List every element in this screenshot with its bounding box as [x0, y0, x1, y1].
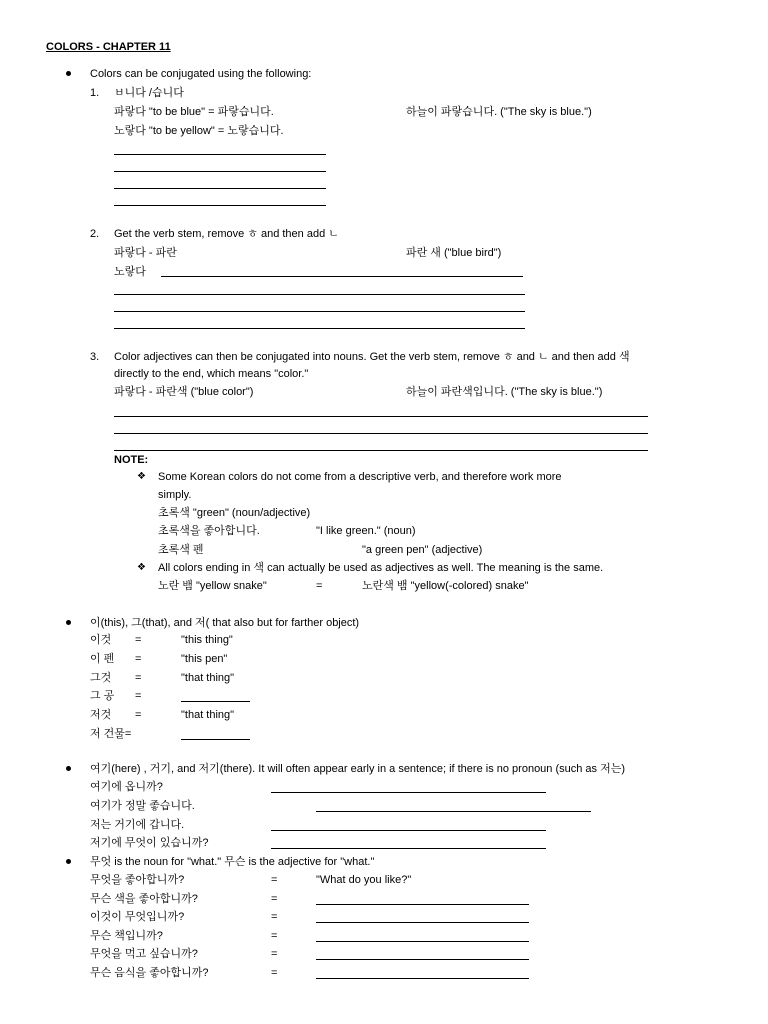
note-example2-english: "I like green." (noun) [316, 525, 416, 537]
item2-number: 2. [90, 228, 100, 240]
demonstrative-meaning: "that thing" [181, 709, 235, 721]
answer-blank[interactable] [181, 701, 250, 702]
answer-blank[interactable] [316, 941, 529, 942]
item3-example1: 파랗다 - 파란색 ("blue color") [114, 386, 254, 398]
answer-blank[interactable] [316, 922, 529, 923]
demonstrative-meaning: "that thing" [181, 672, 235, 684]
section4-intro: 무엇 is the noun for "what." 무슨 is the adjective for "what." [90, 856, 375, 868]
demonstrative-term: 저 건물= [90, 728, 132, 740]
question-translation: "What do you like?" [316, 874, 412, 886]
diamond-bullet-icon: ❖ [137, 471, 146, 482]
equals-sign: = [271, 874, 278, 886]
bullet-icon [66, 859, 71, 864]
item3-rule-line1: Color adjectives can then be conjugated into nouns. Get the verb stem, remove ㅎ and ㄴ and then add 색 [114, 351, 630, 363]
place-sentence: 저는 거기에 갑니다. [90, 819, 185, 831]
item3-number: 3. [90, 351, 100, 363]
equals-sign: = [271, 967, 278, 979]
bullet-icon [66, 766, 71, 771]
equals-sign: = [271, 893, 278, 905]
section3-intro: 여기(here) , 거기, and 저기(there). It will often appear early in a sentence; if there is no pronoun (such as 저는) [90, 763, 626, 775]
note-example4-left: 노란 뱀 "yellow snake" [158, 580, 267, 592]
answer-blank[interactable] [114, 328, 525, 329]
equals-sign: = [271, 911, 278, 923]
demonstrative-term: 그 공 [90, 690, 115, 702]
place-sentence: 여기에 옵니까? [90, 781, 163, 793]
answer-blank[interactable] [114, 416, 648, 417]
note-example1: 초록색 "green" (noun/adjective) [158, 507, 311, 519]
item3-rule-line2: directly to the end, which means "color." [114, 368, 309, 380]
place-sentence: 여기가 정말 좋습니다. [90, 800, 195, 812]
question-sentence: 무슨 책입니까? [90, 930, 163, 942]
equals-sign: = [271, 948, 278, 960]
item1-example1-sentence: 하늘이 파랗습니다. ("The sky is blue.") [406, 106, 592, 118]
answer-blank[interactable] [271, 830, 546, 831]
section2-intro: 이(this), 그(that), and 저( that also but for farther object) [90, 617, 360, 629]
equals-sign: = [135, 690, 142, 702]
answer-blank[interactable] [114, 154, 326, 155]
item2-example1: 파랗다 - 파란 [114, 247, 177, 259]
item2-rule: Get the verb stem, remove ㅎ and then add ㄴ [114, 228, 339, 240]
item2-example1-phrase: 파란 새 ("blue bird") [406, 247, 502, 259]
answer-blank[interactable] [114, 205, 326, 206]
question-sentence: 무슨 색을 좋아합니까? [90, 893, 198, 905]
note-example2-korean: 초록색을 좋아합니다. [158, 525, 260, 537]
item1-rule: ㅂ니다 /습니다 [114, 87, 184, 99]
answer-blank[interactable] [271, 848, 546, 849]
note-point1-line2: simply. [158, 489, 192, 501]
note-example4-equals: = [316, 580, 323, 592]
question-sentence: 무슨 음식을 좋아합니까? [90, 967, 209, 979]
note-example3-english: "a green pen" (adjective) [362, 544, 483, 556]
answer-blank[interactable] [114, 450, 648, 451]
demonstrative-term: 이 펜 [90, 653, 115, 665]
item2-example2: 노랗다 [114, 266, 146, 278]
answer-blank[interactable] [316, 811, 591, 812]
answer-blank[interactable] [114, 294, 525, 295]
question-sentence: 이것이 무엇입니까? [90, 911, 185, 923]
answer-blank[interactable] [114, 311, 525, 312]
note-point2: All colors ending in 색 can actually be used as adjectives as well. The meaning is the same. [158, 562, 604, 574]
answer-blank[interactable] [271, 792, 546, 793]
question-sentence: 무엇을 먹고 싶습니까? [90, 948, 198, 960]
note-label: NOTE: [114, 454, 149, 466]
demonstrative-term: 그것 [90, 672, 112, 684]
bullet-icon [66, 71, 71, 76]
demonstrative-term: 이것 [90, 634, 112, 646]
note-point1-line1: Some Korean colors do not come from a descriptive verb, and therefore work more [158, 471, 562, 483]
bullet-icon [66, 620, 71, 625]
page-title: COLORS - CHAPTER 11 [46, 41, 171, 53]
item3-example1-sentence: 하늘이 파란색입니다. ("The sky is blue.") [406, 386, 603, 398]
item1-number: 1. [90, 87, 100, 99]
demonstrative-meaning: "this thing" [181, 634, 233, 646]
answer-blank[interactable] [114, 188, 326, 189]
section1-intro: Colors can be conjugated using the following: [90, 68, 312, 80]
item1-example2: 노랗다 "to be yellow" = 노랗습니다. [114, 125, 284, 137]
answer-blank[interactable] [114, 433, 648, 434]
note-example3-korean: 초록색 펜 [158, 544, 204, 556]
demonstrative-term: 저것 [90, 709, 112, 721]
answer-blank[interactable] [316, 904, 529, 905]
answer-blank[interactable] [316, 959, 529, 960]
answer-blank[interactable] [114, 171, 326, 172]
answer-blank[interactable] [181, 739, 250, 740]
diamond-bullet-icon: ❖ [137, 562, 146, 573]
item1-example1: 파랗다 "to be blue" = 파랗습니다. [114, 106, 274, 118]
answer-blank[interactable] [161, 276, 523, 277]
demonstrative-meaning: "this pen" [181, 653, 228, 665]
note-example4-right: 노란색 뱀 "yellow(-colored) snake" [362, 580, 529, 592]
equals-sign: = [135, 634, 142, 646]
equals-sign: = [135, 709, 142, 721]
answer-blank[interactable] [316, 978, 529, 979]
equals-sign: = [135, 672, 142, 684]
place-sentence: 저기에 무엇이 있습니까? [90, 837, 209, 849]
equals-sign: = [135, 653, 142, 665]
equals-sign: = [271, 930, 278, 942]
question-sentence: 무엇을 좋아합니까? [90, 874, 185, 886]
